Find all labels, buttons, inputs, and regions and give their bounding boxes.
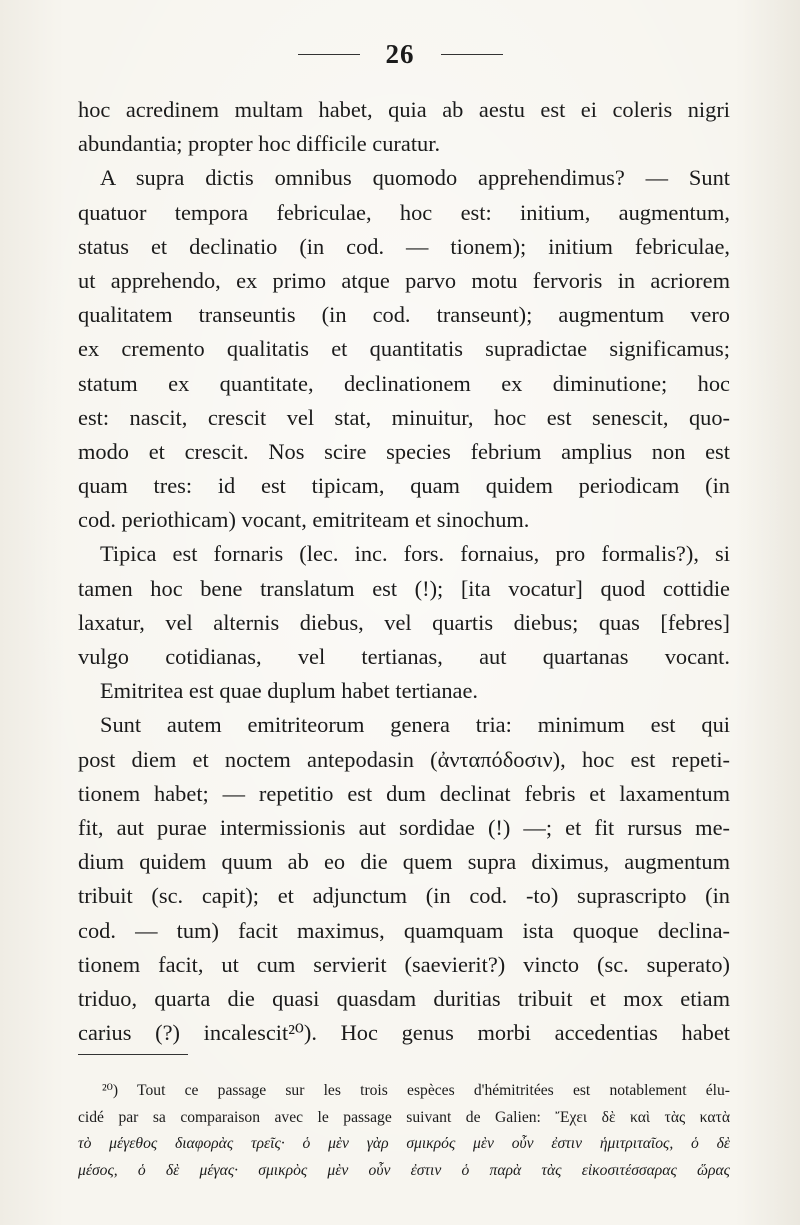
text-line: post diem et noctem antepodasin (ἀνταπόδοσιν), hoc est repeti- (78, 746, 730, 772)
footnote-divider (78, 1054, 188, 1055)
text-line: status et declinatio (in cod. — tionem); initium febriculae, (78, 233, 730, 259)
footnote (78, 1078, 730, 1184)
footnote-line: τὸ μέγεθος διαφορὰς τρεῖς· ὁ μὲν γὰρ σμικρός μὲν οὖν ἐστιν ἡμιτριταῖος, ὁ δὲ (78, 1135, 730, 1152)
text-line: tribuit (sc. capit); et adjunctum (in cod. -to) suprascripto (in (78, 883, 730, 909)
text-line: est: nascit, crescit vel stat, minuitur, hoc est senescit, quo- (78, 404, 730, 430)
text-line: Sunt autem emitriteorum genera tria: minimum est qui (100, 712, 730, 738)
text-line: qualitatem transeuntis (in cod. transeunt); augmentum vero (78, 302, 730, 328)
text-line: ex cremento qualitatis et quantitatis supradictae significamus; (78, 336, 730, 362)
text-line: tionem facit, ut cum servierit (saevierit?) vincto (sc. superato) (78, 951, 730, 977)
text-line: cod. periothicam) vocant, emitriteam et sinochum. (78, 507, 530, 533)
text-line: tionem habet; — repetitio est dum declinat febris et laxamentum (78, 780, 730, 806)
text-line: abundantia; propter hoc difficile curatur. (78, 131, 441, 157)
text-line: laxatur, vel alternis diebus, vel quartis diebus; quas [febres] (78, 609, 730, 635)
footnote-line: μέσος, ὁ δὲ μέγας· σμικρὸς μὲν οὖν ἐστιν ὁ παρὰ τὰς εἰκοσιτέσσαρας ὥρας (78, 1161, 730, 1179)
text-line: fit, aut purae intermissionis aut sordidae (!) —; et fit rursus me- (78, 814, 730, 840)
text-line: cod. — tum) facit maximus, quamquam ista quoque declina- (78, 917, 730, 943)
text-line: ut apprehendo, ex primo atque parvo motu fervoris in acriorem (78, 267, 730, 293)
main-text (78, 93, 730, 1050)
text-line: modo et crescit. Nos scire species febrium amplius non est (78, 438, 730, 464)
text-line: triduo, quarta die quasi quasdam duritias tribuit et mox etiam (78, 985, 730, 1011)
page-number: 26 (385, 38, 415, 69)
footnote-line: cidé par sa comparaison avec le passage suivant de Galien: Ἔχει δὲ καὶ τὰς κατὰ (78, 1108, 730, 1126)
text-line: vulgo cotidianas, vel tertianas, aut quartanas vocant. (78, 644, 730, 669)
text-line: quatuor tempora febriculae, hoc est: initium, augmentum, (78, 199, 730, 225)
text-line: hoc acredinem multam habet, quia ab aestu est ei coleris nigri (78, 97, 730, 122)
text-line: quam tres: id est tipicam, quam quidem periodicam (in (78, 473, 730, 499)
page-header (0, 34, 800, 74)
text-line: carius (?) incalescit²⁰). Hoc genus morbi accedentias habet (78, 1020, 730, 1046)
text-line: dium quidem quum ab eo die quem supra diximus, augmentum (78, 849, 730, 875)
text-line: Tipica est fornaris (lec. inc. fors. fornaius, pro formalis?), si (100, 541, 730, 567)
text-line: Emitritea est quae duplum habet tertianae. (100, 678, 479, 704)
text-line: statum ex quantitate, declinationem ex diminutione; hoc (78, 370, 730, 396)
text-line: A supra dictis omnibus quomodo apprehendimus? — Sunt (100, 165, 730, 191)
header-rule-left (298, 54, 360, 55)
text-line: tamen hoc bene translatum est (!); [ita vocatur] quod cottidie (78, 575, 730, 601)
header-rule-right (441, 54, 503, 55)
footnote-line: ²⁰) Tout ce passage sur les trois espèces d'hémitritées est notablement élu- (102, 1082, 730, 1099)
